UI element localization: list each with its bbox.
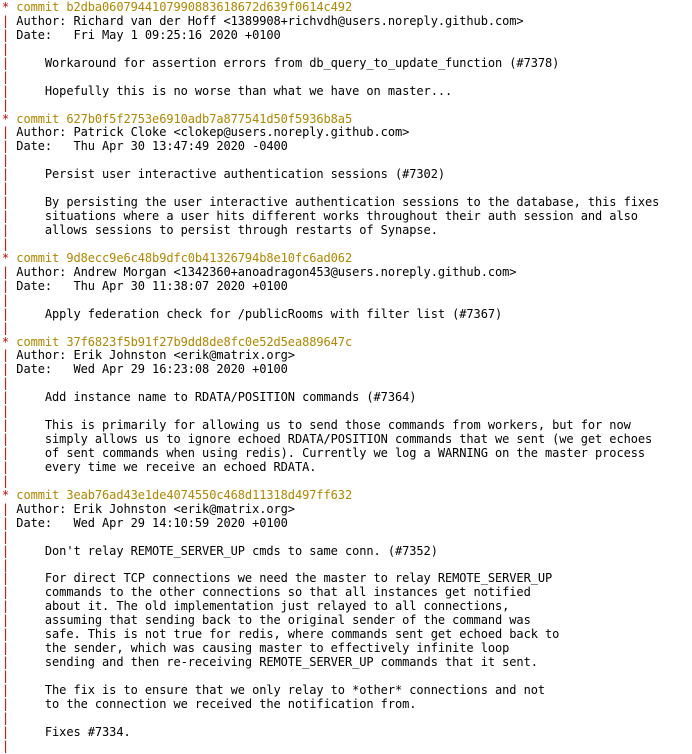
message-line xyxy=(2,447,692,461)
blank-graph-line xyxy=(2,238,692,252)
graph-branch-bar: | xyxy=(2,418,10,433)
message-line-text: The fix is to ensure that we only relay to *other* connections and not xyxy=(9,682,546,697)
message-line-text: situations where a user hits different works throughout their auth session and also xyxy=(9,209,638,224)
blank-graph-line xyxy=(2,559,692,573)
date-line xyxy=(2,29,692,43)
graph-branch-bar: | xyxy=(2,432,10,447)
graph-branch-bar: | xyxy=(2,543,10,558)
graph-branch-bar: | xyxy=(2,320,10,335)
message-line-text: sending and then re-receiving REMOTE_SERVER_UP commands that it sent. xyxy=(9,655,538,670)
graph-branch-bar: | xyxy=(2,306,10,321)
date-line-text: Date: Thu Apr 30 11:38:07 2020 +0100 xyxy=(9,278,288,293)
graph-branch-bar: | xyxy=(2,557,10,572)
author-line xyxy=(2,349,692,363)
date-line-text: Date: Thu Apr 30 13:47:49 2020 -0400 xyxy=(9,139,288,154)
date-line xyxy=(2,140,692,154)
message-line xyxy=(2,210,692,224)
message-line xyxy=(2,224,692,238)
commit-hash-line xyxy=(2,336,692,350)
commit-hash-line-text: commit 9d8ecc9e6c48b9dfc0b41326794b8e10fc6ad062 xyxy=(9,250,353,265)
message-line-text: This is primarily for allowing us to send those commands from workers, but for now xyxy=(9,418,631,433)
message-line xyxy=(2,196,692,210)
graph-branch-bar: | xyxy=(2,599,10,614)
blank-graph-line xyxy=(2,99,692,113)
graph-branch-bar: | xyxy=(2,362,10,377)
graph-branch-bar: | xyxy=(2,209,10,224)
message-line xyxy=(2,168,692,182)
blank-graph-line xyxy=(2,71,692,85)
message-line xyxy=(2,698,692,712)
blank-graph-line xyxy=(2,377,692,391)
graph-branch-bar: | xyxy=(2,13,10,28)
graph-branch-bar: | xyxy=(2,404,10,419)
graph-commit-marker: * xyxy=(2,250,10,265)
graph-branch-bar: | xyxy=(2,195,10,210)
graph-branch-bar: | xyxy=(2,459,10,474)
author-line xyxy=(2,126,692,140)
message-line xyxy=(2,391,692,405)
blank-graph-line xyxy=(2,670,692,684)
graph-branch-bar: | xyxy=(2,55,10,70)
message-line-text: Add instance name to RDATA/POSITION commands (#7364) xyxy=(9,390,417,405)
message-line xyxy=(2,57,692,71)
message-line xyxy=(2,628,692,642)
graph-commit-marker: * xyxy=(2,334,10,349)
blank-graph-line xyxy=(2,712,692,726)
graph-branch-bar: | xyxy=(2,613,10,628)
graph-branch-bar: | xyxy=(2,529,10,544)
blank-graph-line xyxy=(2,43,692,57)
commit-hash-line-text: commit 37f6823f5b91f27b9dd8de8fc0e52d5ea889647c xyxy=(9,334,353,349)
date-line xyxy=(2,517,692,531)
message-line xyxy=(2,85,692,99)
message-line xyxy=(2,656,692,670)
graph-branch-bar: | xyxy=(2,682,10,697)
blank-graph-line xyxy=(2,475,692,489)
message-line xyxy=(2,419,692,433)
message-line-text: about it. The old implementation just relayed to all connections, xyxy=(9,599,510,614)
message-line-text: simply allows us to ignore echoed RDATA/POSITION commands that we sent (we get echoes xyxy=(9,432,653,447)
graph-branch-bar: | xyxy=(2,27,10,42)
message-line-text: allows sessions to persist through restarts of Synapse. xyxy=(9,223,438,237)
blank-graph-line xyxy=(2,182,692,196)
date-line xyxy=(2,280,692,294)
graph-branch-bar: | xyxy=(2,515,10,530)
graph-branch-bar: | xyxy=(2,69,10,84)
graph-branch-bar: | xyxy=(2,446,10,460)
date-line-text: Date: Fri May 1 09:25:16 2020 +0100 xyxy=(9,27,281,42)
graph-branch-bar: | xyxy=(2,41,10,56)
message-line-text: safe. This is not true for redis, where commands sent get echoed back to xyxy=(9,627,560,642)
message-line-text: Fixes #7334. xyxy=(9,724,131,739)
message-line-text: For direct TCP connections we need the master to relay REMOTE_SERVER_UP xyxy=(9,571,553,586)
graph-branch-bar: | xyxy=(2,125,10,140)
graph-branch-bar: | xyxy=(2,696,10,711)
commit-hash-line xyxy=(2,113,692,127)
commit-hash-line-text: commit 627b0f5f2753e6910adb7a877541d50f5936b8a5 xyxy=(9,111,353,126)
message-line xyxy=(2,545,692,559)
graph-commit-marker: * xyxy=(2,111,10,126)
date-line xyxy=(2,363,692,377)
graph-branch-bar: | xyxy=(2,655,10,670)
author-line-text: Author: Erik Johnston <erik@matrix.org> xyxy=(9,501,295,516)
author-line-text: Author: Richard van der Hoff <1389908+richvdh@users.noreply.github.com> xyxy=(9,13,524,28)
graph-branch-bar: | xyxy=(2,390,10,405)
blank-graph-line xyxy=(2,322,692,336)
blank-graph-line xyxy=(2,740,692,754)
author-line-text: Author: Patrick Cloke <clokep@users.noreply.github.com> xyxy=(9,125,410,140)
graph-branch-bar: | xyxy=(2,669,10,683)
message-line-text: Hopefully this is no worse than what we have on master... xyxy=(9,83,453,98)
message-line-text: Don't relay REMOTE_SERVER_UP cmds to same conn. (#7352) xyxy=(9,543,438,558)
commit-hash-line-text: commit 3eab76ad43e1de4074550c468d11318d497ff632 xyxy=(9,487,353,502)
commit-hash-line xyxy=(2,1,692,15)
message-line xyxy=(2,726,692,740)
graph-branch-bar: | xyxy=(2,641,10,656)
message-line-text: every time we receive an echoed RDATA. xyxy=(9,459,317,474)
message-line xyxy=(2,600,692,614)
graph-branch-bar: | xyxy=(2,153,10,168)
message-line-text: commands to the other connections so that all instances get notified xyxy=(9,585,531,600)
graph-branch-bar: | xyxy=(2,97,10,112)
graph-branch-bar: | xyxy=(2,724,10,739)
message-line xyxy=(2,614,692,628)
graph-commit-marker: * xyxy=(2,0,10,14)
author-line-text: Author: Andrew Morgan <1342360+anoadragon453@users.noreply.github.com> xyxy=(9,264,517,279)
graph-branch-bar: | xyxy=(2,83,10,98)
message-line-text: of sent commands when using redis). Currently we log a WARNING on the master process xyxy=(9,446,646,460)
date-line-text: Date: Wed Apr 29 16:23:08 2020 +0100 xyxy=(9,362,288,377)
blank-graph-line xyxy=(2,154,692,168)
graph-commit-marker: * xyxy=(2,487,10,502)
graph-branch-bar: | xyxy=(2,264,10,279)
message-line xyxy=(2,586,692,600)
message-line xyxy=(2,684,692,698)
graph-branch-bar: | xyxy=(2,139,10,154)
message-line xyxy=(2,461,692,475)
author-line xyxy=(2,266,692,280)
graph-branch-bar: | xyxy=(2,473,10,488)
message-line-text: assuming that sending back to the original sender of the command was xyxy=(9,613,531,628)
message-line-text: the sender, which was causing master to effectively infinite loop xyxy=(9,641,510,656)
message-line xyxy=(2,572,692,586)
author-line xyxy=(2,503,692,517)
message-line-text: Apply federation check for /publicRooms with filter list (#7367) xyxy=(9,306,503,321)
graph-branch-bar: | xyxy=(2,181,10,196)
graph-branch-bar: | xyxy=(2,376,10,391)
message-line-text: to the connection we received the notification from. xyxy=(9,696,417,711)
message-line xyxy=(2,433,692,447)
message-line xyxy=(2,308,692,322)
graph-branch-bar: | xyxy=(2,585,10,600)
commit-hash-line-text: commit b2dba0607944107990883618672d639f0614c492 xyxy=(9,0,353,14)
date-line-text: Date: Wed Apr 29 14:10:59 2020 +0100 xyxy=(9,515,288,530)
graph-branch-bar: | xyxy=(2,501,10,516)
author-line xyxy=(2,15,692,29)
graph-branch-bar: | xyxy=(2,292,10,307)
commit-hash-line xyxy=(2,489,692,503)
commit-hash-line xyxy=(2,252,692,266)
blank-graph-line xyxy=(2,405,692,419)
message-line-text: Persist user interactive authentication sessions (#7302) xyxy=(9,167,445,182)
graph-branch-bar: | xyxy=(2,278,10,293)
graph-branch-bar: | xyxy=(2,571,10,586)
graph-branch-bar: | xyxy=(2,710,10,725)
blank-graph-line xyxy=(2,294,692,308)
message-line-text: Workaround for assertion errors from db_query_to_update_function (#7378) xyxy=(9,55,560,70)
graph-branch-bar: | xyxy=(2,348,10,363)
graph-branch-bar: | xyxy=(2,738,10,753)
graph-branch-bar: | xyxy=(2,223,10,237)
graph-branch-bar: | xyxy=(2,627,10,642)
message-line-text: By persisting the user interactive authentication sessions to the database, this fixes xyxy=(9,195,660,210)
graph-branch-bar: | xyxy=(2,167,10,182)
author-line-text: Author: Erik Johnston <erik@matrix.org> xyxy=(9,348,295,363)
blank-graph-line xyxy=(2,531,692,545)
graph-branch-bar: | xyxy=(2,236,10,251)
message-line xyxy=(2,642,692,656)
